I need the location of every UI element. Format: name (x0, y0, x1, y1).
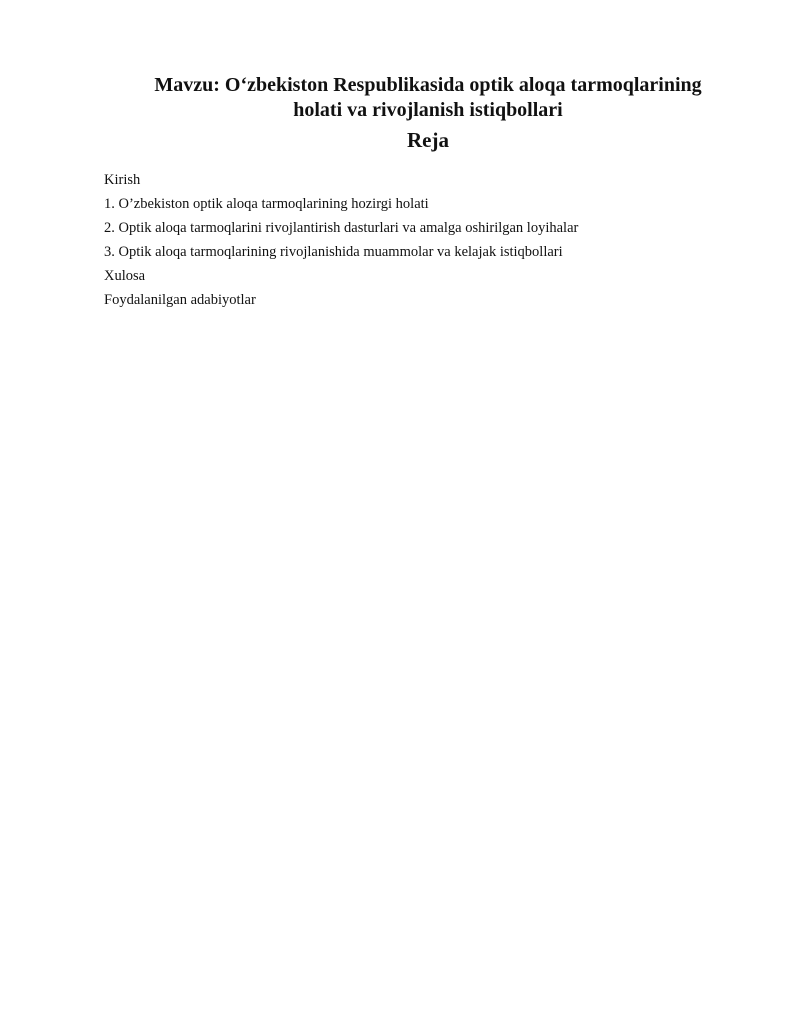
toc-item-1: 1. O’zbekiston optik aloqa tarmoqlarining hozirgi holati (104, 196, 429, 212)
toc-item-2: 2. Optik aloqa tarmoqlarini rivojlantirish dasturlari va amalga oshirilgan loyihalar (104, 220, 579, 236)
table-of-contents (104, 168, 764, 312)
toc-item-conclusion: Xulosa (104, 268, 146, 284)
title-line-2: holati va rivojlanish istiqbollari (293, 99, 563, 121)
title-line-1: Mavzu: O‘zbekiston Respublikasida optik aloqa tarmoqlarining (154, 74, 702, 96)
toc-item-introduction: Kirish (104, 172, 141, 188)
plan-heading: Reja (407, 128, 449, 152)
document-title (100, 73, 756, 123)
toc-item-3: 3. Optik aloqa tarmoqlarining rivojlanishida muammolar va kelajak istiqbollari (104, 244, 563, 260)
toc-item-references: Foydalanilgan adabiyotlar (104, 292, 256, 308)
